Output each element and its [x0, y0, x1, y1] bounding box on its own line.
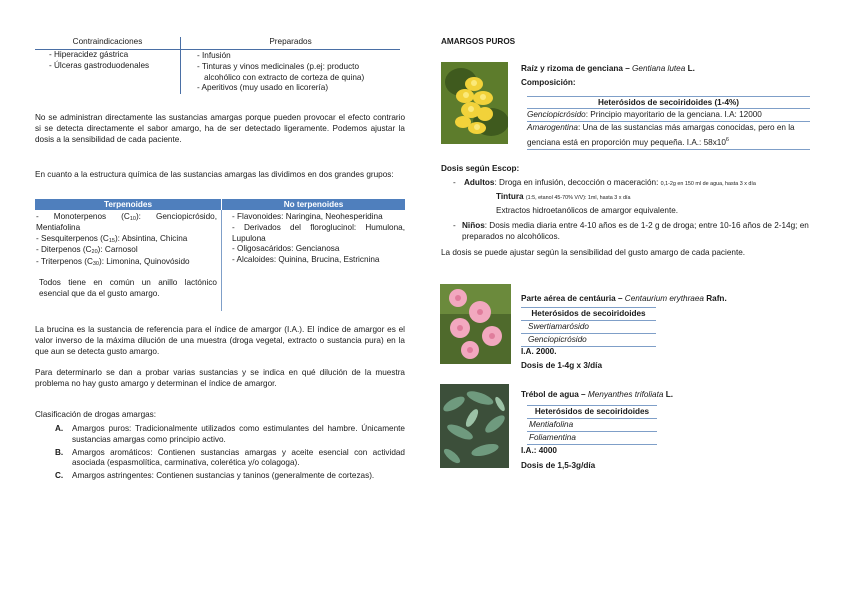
centauria-dosis: Dosis de 1-4g x 3/día [521, 361, 602, 370]
trebol-table [527, 405, 657, 445]
trebol-table-header: Heterósidos de secoiridoides [527, 405, 657, 419]
genciana-row: Genciopicrósido: Principio mayoritario de la genciana. I.A: 12000 [527, 109, 810, 122]
no-terpenoide-item: - Flavonoides: Naringina, Neohesperidina [232, 212, 383, 221]
terpenoides-table [35, 199, 405, 311]
terpenoide-item: - Diterpenos (C20): Carnosol [36, 245, 138, 256]
genciana-image [441, 62, 508, 144]
genciana-table [527, 96, 810, 150]
centauria-ia: I.A. 2000. [521, 347, 557, 356]
no-terpenoides-header: No terpenoides [222, 199, 405, 210]
clasificacion-title: Clasificación de drogas amargas: [35, 410, 157, 419]
preparado-item: alcohólico con extracto de corteza de quina) [204, 72, 365, 82]
trebol-row: Mentiafolina [527, 419, 657, 432]
dosis-adultos: - Adultos: Droga en infusión, decocción o maceración: 0,1-2g en 150 ml de agua, hasta 3 x día [453, 178, 756, 187]
no-terpenoide-item: - Oligosacáridos: Gencianosa [232, 244, 340, 254]
clasificacion-item: C. Amargos astringentes: Contienen sustancias y taninos (generalmente de cortezas). [55, 471, 375, 481]
clasificacion-item: B. Amargos aromáticos: Contienen sustancias amargas y aceite esencial con actividad asociada (espasmolítica, carminativa, colerética y/o colagoga). [55, 447, 405, 468]
centauria-row: Genciopicrósido [521, 334, 656, 347]
contra-item: - Hiperacidez gástrica [49, 50, 129, 59]
centauria-row: Swertiamarósido [521, 321, 656, 334]
centauria-title: Parte aérea de centáuria – Centaurium erythraea Rafn. [521, 294, 727, 303]
terpenoide-item: - Triterpenos (C30): Limonina, Quinovósido [36, 256, 190, 267]
section-title: AMARGOS PUROS [441, 37, 516, 46]
trebol-image [440, 384, 509, 468]
trebol-ia: I.A.: 4000 [521, 446, 557, 455]
no-terpenoide-item: - Derivados del floroglucinol: Humulona, Lupulona [232, 222, 405, 243]
contra-table [35, 37, 400, 94]
contra-header: Contraindicaciones [72, 37, 143, 46]
dosis-note: La dosis se puede ajustar según la sensibilidad del gusto amargo de cada paciente. [441, 248, 746, 257]
trebol-title: Trébol de agua – Menyanthes trifoliata L. [521, 390, 673, 399]
trebol-row: Foliamentina [527, 432, 657, 445]
composicion-label: Composición: [521, 78, 576, 87]
centauria-table [521, 307, 656, 347]
terpenoides-header: Terpenoides [35, 199, 221, 210]
clasificacion-list [55, 424, 405, 482]
contra-item: - Úlceras gastroduodenales [49, 60, 150, 70]
paragraph-estructura: En cuanto a la estructura química de las sustancias amargas las dividimos en dos grandes grupos: [35, 170, 394, 179]
centauria-image [440, 284, 511, 364]
paragraph-determinar: Para determinarlo se dan a probar varias sustancias y se indica en qué dilución de la muestra problema no hay gusto amargo y determinan el índice de amargor. [35, 368, 405, 388]
paragraph-brucina: La brucina es la sustancia de referencia para el índice de amargor (I.A.). El índice de amargor es el valor inverso de la máxima dilución de una muestra (droga vegetal, extracto o sustancia pura) en la que aun se detecta gusto amargo. [35, 325, 405, 356]
dosis-title: Dosis según Escop: [441, 164, 520, 173]
trebol-dosis: Dosis de 1,5-3g/día [521, 461, 596, 470]
preparado-item: - Aperitivos (muy usado en licorería) [197, 83, 329, 93]
terpenoide-item: - Sesquiterpenos (C15): Absintina, Chicina [36, 234, 188, 245]
dosis-extractos: Extractos hidroetanólicos de amargor equivalente. [496, 206, 679, 215]
preparados-header: Preparados [180, 37, 400, 49]
preparado-item: - Tinturas y vinos medicinales (p.ej: producto [197, 61, 360, 71]
genciana-title: Raíz y rizoma de genciana – Gentiana lutea L. [521, 64, 695, 73]
centauria-table-header: Heterósidos de secoiridoides [521, 307, 656, 321]
dosis-tintura: Tintura (1:5, etanol 45-70% V/V): 1ml, hasta 3 x día [496, 192, 631, 201]
genciana-row: Amarogentina: Una de las sustancias más amargas conocidas, pero en la genciana está en proporción muy pequeña. I.A.: $58x10^6$ [527, 122, 810, 150]
terpenoide-note: Todos tiene en común un anillo lactónico esencial que da el gusto amargo. [39, 277, 217, 298]
dosis-ninos: - Niños: Dosis media diaria entre 4-10 años es de 1-2 g de droga; entre 10-16 años de 2-14g; en preparados no alcohólicos. [453, 221, 809, 241]
preparado-item: - Infusión [197, 51, 231, 60]
terpenoide-item: - Monoterpenos (C10): Genciopicrósido, Mentiafolina [36, 212, 217, 233]
no-terpenoide-item: - Alcaloides: Quinina, Brucina, Estricnina [232, 255, 380, 265]
paragraph-dosis-intro: No se administran directamente las sustancias amargas porque pueden provocar el efecto contrario si se detecta directamente el sabor amargo, ha de ser detectado ligeramente. Podemos ajustar la dosis a la sensibilidad de cada paciente. [35, 113, 405, 144]
genciana-table-header: Heterósidos de secoiridoides (1-4%) [527, 96, 810, 109]
clasificacion-item: A. Amargos puros: Tradicionalmente utilizados como estimulantes del hambre. Únicamente sustancias amargas como principio activo. [55, 424, 405, 444]
